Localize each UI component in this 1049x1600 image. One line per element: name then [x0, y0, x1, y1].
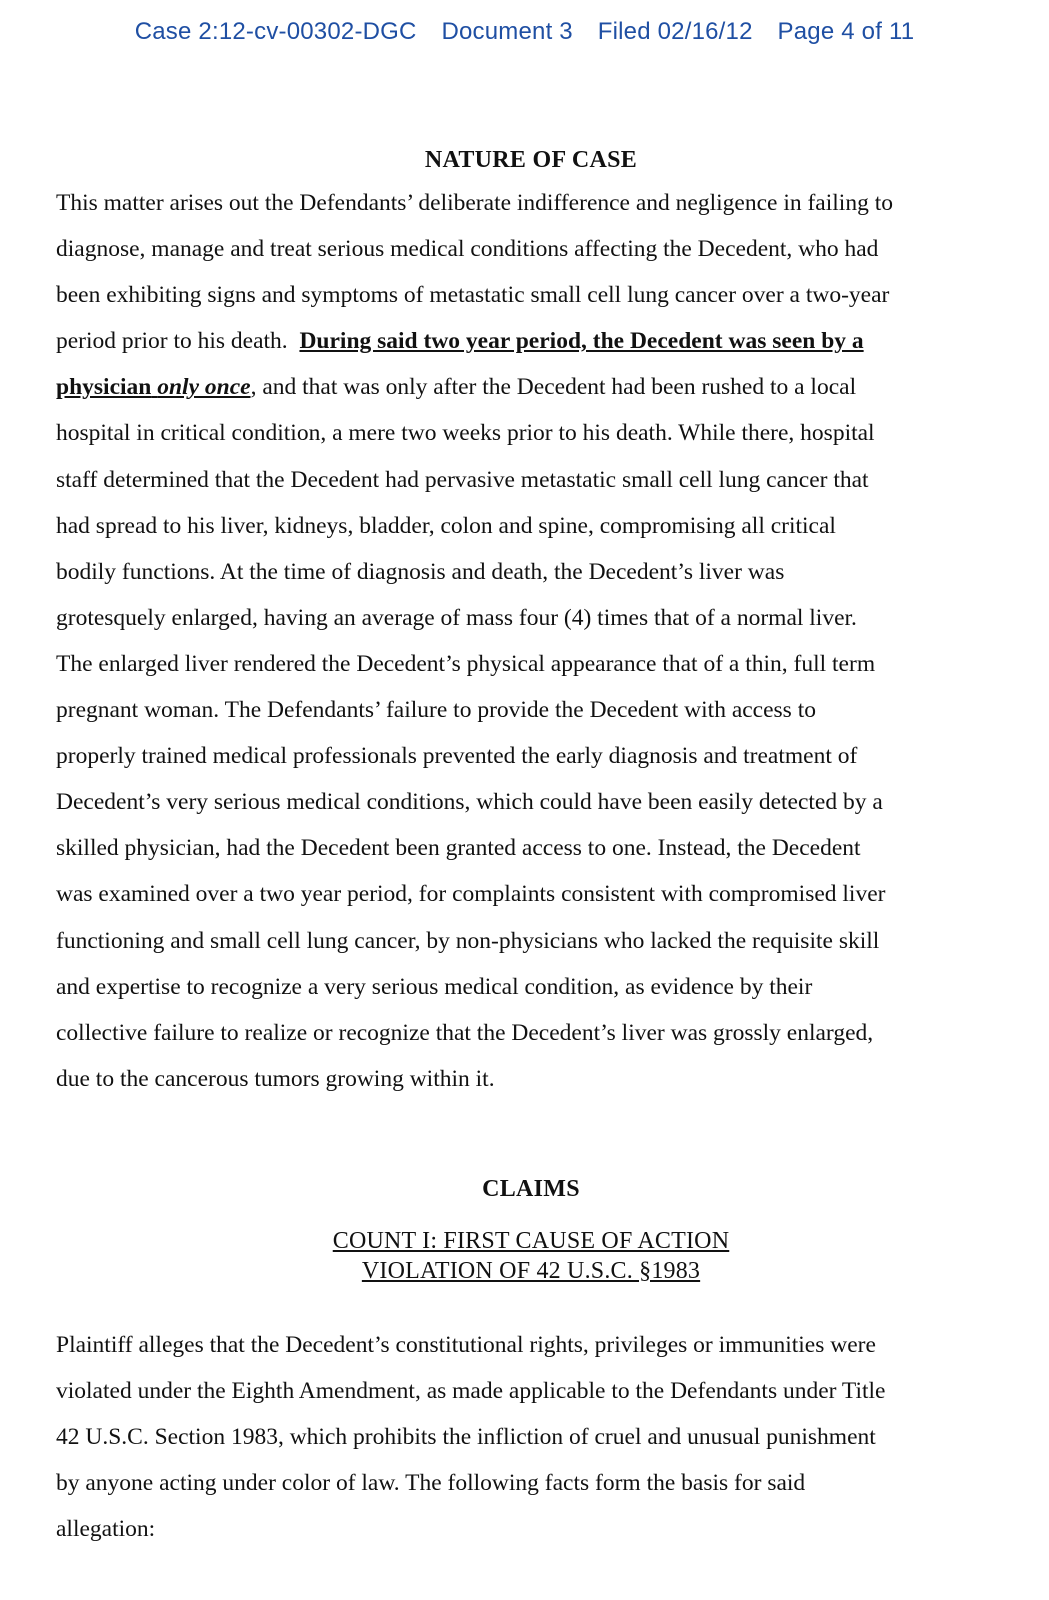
text-line: bodily functions. At the time of diagnosis and death, the Decedent’s liver was [56, 558, 785, 585]
text-line: pregnant woman. The Defendants’ failure to provide the Decedent with access to [56, 697, 816, 724]
text-line: 42 U.S.C. Section 1983, which prohibits the infliction of cruel and unusual punishment [56, 1424, 876, 1451]
text-line: allegation: [56, 1516, 156, 1543]
document-body [56, 140, 1006, 1552]
text-line: hospital in critical condition, a mere two weeks prior to his death. While there, hospital [56, 420, 875, 447]
document-number: Document 3 [441, 18, 573, 45]
text-line: collective failure to realize or recognize that the Decedent’s liver was grossly enlarged, [56, 1019, 874, 1046]
text-line: had spread to his liver, kidneys, bladder, colon and spine, compromising all critical [56, 512, 836, 539]
case-number: Case 2:12-cv-00302-DGC [134, 18, 417, 45]
count-title [56, 1226, 1006, 1286]
filed-date: Filed 02/16/12 [597, 18, 753, 45]
text-line [56, 318, 1006, 364]
text-line: properly trained medical professionals prevented the early diagnosis and treatment of [56, 743, 858, 770]
text-line: by anyone acting under color of law. The following facts form the basis for said [56, 1470, 806, 1497]
emphasized-italic-text: only once [157, 374, 251, 401]
count-title-line: VIOLATION OF 42 U.S.C. §1983 [361, 1257, 701, 1284]
nature-of-case-paragraph [56, 180, 1006, 1102]
text-line: The enlarged liver rendered the Decedent’s physical appearance that of a thin, full term [56, 650, 876, 677]
text-run: period prior to his death. [56, 328, 288, 355]
text-run: , and that was only after the Decedent had been rushed to a local [250, 374, 857, 401]
text-line: functioning and small cell lung cancer, by non-physicians who lacked the requisite skill [56, 927, 880, 954]
text-line: and expertise to recognize a very serious medical condition, as evidence by their [56, 973, 813, 1000]
ecf-header [0, 18, 1049, 46]
text-line: violated under the Eighth Amendment, as made applicable to the Defendants under Title [56, 1377, 886, 1404]
page-number: Page 4 of 11 [777, 18, 915, 45]
text-line: diagnose, manage and treat serious medical conditions affecting the Decedent, who had [56, 236, 879, 263]
text-line: grotesquely enlarged, having an average of mass four (4) times that of a normal liver. [56, 604, 857, 631]
section-spacer [56, 1286, 1006, 1322]
text-line: due to the cancerous tumors growing within it. [56, 1065, 495, 1092]
text-line: skilled physician, had the Decedent been granted access to one. Instead, the Decedent [56, 835, 861, 862]
section-spacer [56, 1102, 1006, 1168]
text-line: was examined over a two year period, for complaints consistent with compromised liver [56, 881, 886, 908]
text-line: This matter arises out the Defendants’ deliberate indifference and negligence in failing to [56, 190, 893, 216]
text-line [56, 364, 1006, 410]
emphasized-text: physician [56, 374, 152, 401]
count-title-line: COUNT I: FIRST CAUSE OF ACTION [332, 1227, 730, 1254]
text-line: staff determined that the Decedent had pervasive metastatic small cell lung cancer that [56, 466, 869, 493]
nature-of-case-heading: NATURE OF CASE [424, 147, 638, 173]
text-line: been exhibiting signs and symptoms of metastatic small cell lung cancer over a two-year [56, 282, 890, 309]
text-line: Decedent’s very serious medical conditions, which could have been easily detected by a [56, 789, 883, 816]
claims-heading: CLAIMS [482, 1175, 580, 1202]
text-line: Plaintiff alleges that the Decedent’s constitutional rights, privileges or immunities were [56, 1331, 876, 1358]
emphasized-text: During said two year period, the Decedent was seen by a [299, 328, 864, 355]
claims-paragraph [56, 1322, 1006, 1552]
